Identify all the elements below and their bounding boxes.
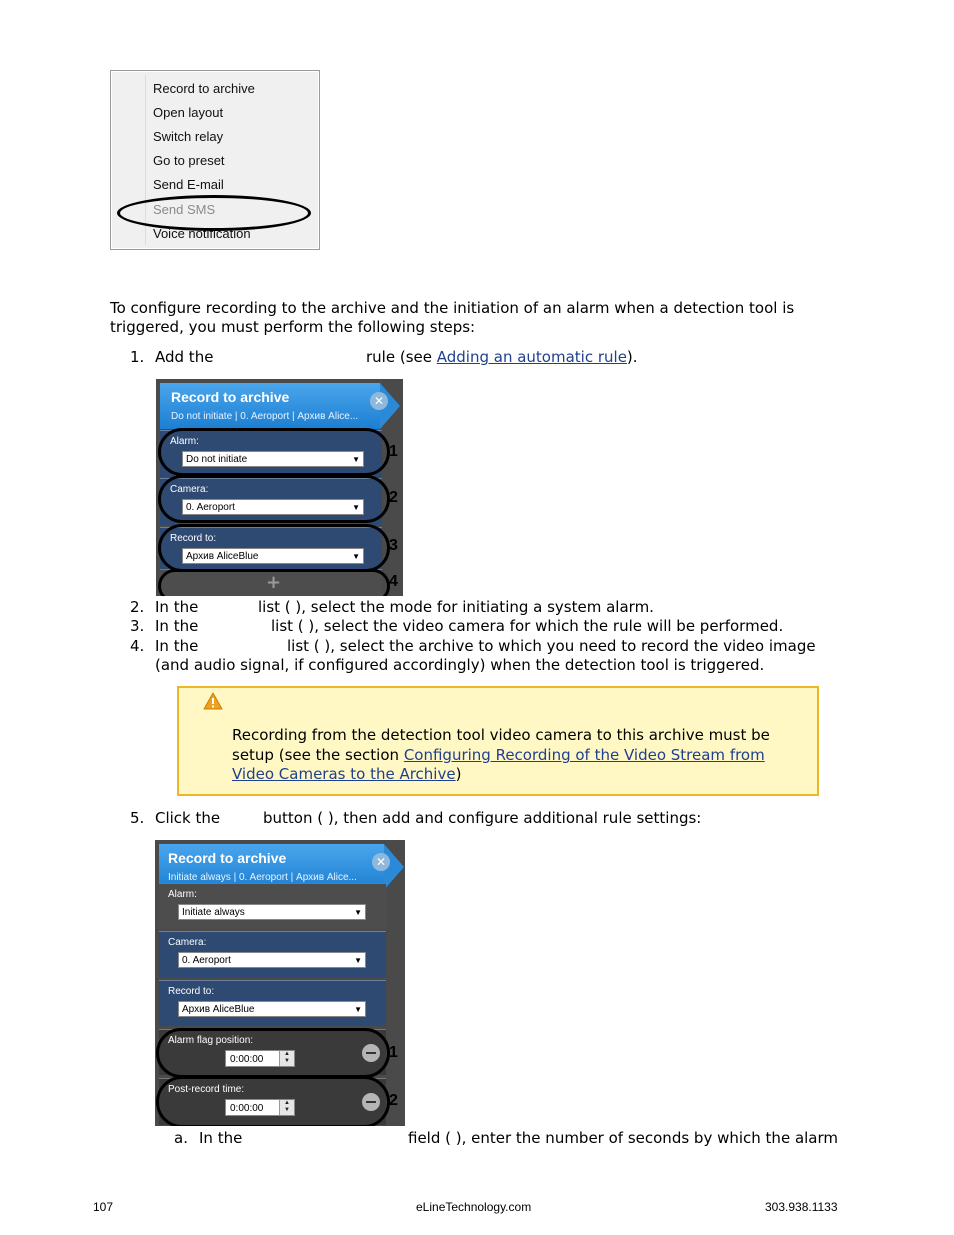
- rule-panel-2: [155, 840, 405, 1126]
- record-to-section: [159, 980, 386, 1026]
- alarm-dropdown[interactable]: [178, 904, 366, 920]
- panel-1-header: [160, 383, 385, 429]
- alarm-value: Initiate always: [182, 907, 245, 918]
- panel-1-title: Record to archive: [171, 389, 290, 405]
- menu-item-send-email[interactable]: Send E-mail: [153, 177, 224, 192]
- step-2-text: list ( ), select the mode for initiating a system alarm.: [258, 598, 654, 616]
- callout-oval-4: [158, 569, 390, 596]
- footer-site: eLineTechnology.com: [416, 1200, 532, 1214]
- menu-item-voice-notification[interactable]: Voice notification: [153, 226, 251, 241]
- rule-panel-1: [156, 379, 403, 596]
- note-line-3: [232, 765, 461, 784]
- alarm-flag-label: Alarm flag position:: [168, 1035, 254, 1046]
- step-5-number: 5.: [130, 809, 145, 827]
- alarm-value: Do not initiate: [186, 454, 248, 465]
- panel-1-subtitle: Do not initiate | 0. Aeroport | Архив Alice...: [171, 411, 359, 422]
- step-1-end: ).: [626, 348, 638, 366]
- step-5-text: button ( ), then add and configure additional rule settings:: [263, 809, 702, 827]
- callout-number-3: 3: [389, 537, 398, 554]
- menu-item-open-layout[interactable]: Open layout: [153, 105, 224, 120]
- record-to-label: Record to:: [168, 986, 215, 997]
- chevron-down-icon: ▼: [352, 552, 360, 561]
- intro-line-1: To configure recording to the archive and the initiation of an alarm when a detection tool is: [110, 299, 795, 317]
- step-1-mid: rule (see: [366, 348, 432, 366]
- callout-oval-3: [158, 524, 390, 572]
- callout-oval-1: [158, 428, 390, 476]
- step-4-prefix: In the: [155, 637, 199, 655]
- callout-number-4: 4: [389, 573, 398, 590]
- callout-number-1: 1: [389, 1044, 398, 1061]
- spin-arrows-icon[interactable]: ▲ ▼: [279, 1100, 294, 1115]
- step-a-prefix: In the: [199, 1129, 243, 1147]
- step-1-text: [366, 348, 638, 367]
- step-4-number: 4.: [130, 637, 145, 655]
- panel-2-title: Record to archive: [168, 850, 287, 866]
- record-to-value: Архив AliceBlue: [186, 551, 259, 562]
- camera-label: Camera:: [170, 484, 209, 495]
- warning-icon: [203, 692, 223, 710]
- note-line-2-prefix: setup (see the section: [232, 746, 400, 764]
- callout-oval-2: [158, 475, 390, 523]
- callout-oval-2: [156, 1076, 390, 1126]
- step-a-number: a.: [174, 1129, 188, 1147]
- menu-item-record-to-archive[interactable]: Record to archive: [153, 81, 255, 96]
- add-icon[interactable]: +: [266, 572, 282, 593]
- step-2-prefix: In the: [155, 598, 199, 616]
- record-to-value: Архив AliceBlue: [182, 1004, 255, 1015]
- warning-note: [177, 686, 819, 796]
- chevron-down-icon: ▼: [352, 455, 360, 464]
- chevron-down-icon: ▼: [354, 956, 362, 965]
- configuring-recording-link[interactable]: Configuring Recording of the Video Stream from: [403, 746, 765, 764]
- adding-rule-link[interactable]: Adding an automatic rule: [436, 348, 627, 366]
- step-3-prefix: In the: [155, 617, 199, 635]
- alarm-label: Alarm:: [170, 436, 199, 447]
- footer-phone: 303.938.1133: [765, 1200, 838, 1214]
- step-1-number: 1.: [130, 348, 145, 366]
- spin-arrows-icon[interactable]: ▲ ▼: [279, 1051, 294, 1066]
- alarm-label: Alarm:: [168, 889, 197, 900]
- camera-label: Camera:: [168, 937, 207, 948]
- camera-value: 0. Aeroport: [182, 955, 231, 966]
- alarm-flag-value: 0:00:00: [230, 1054, 264, 1065]
- callout-number-1: 1: [389, 443, 398, 460]
- post-record-label: Post-record time:: [168, 1084, 245, 1095]
- configuring-recording-link-cont[interactable]: Video Cameras to the Archive: [232, 765, 456, 783]
- step-3-number: 3.: [130, 617, 145, 635]
- callout-number-2: 2: [389, 1092, 398, 1109]
- camera-section: [159, 931, 386, 977]
- step-3-text: list ( ), select the video camera for which the rule will be performed.: [271, 617, 784, 635]
- page-number: 107: [93, 1200, 114, 1214]
- post-record-value: 0:00:00: [230, 1103, 264, 1114]
- callout-number-2: 2: [389, 489, 398, 506]
- note-line-1: Recording from the detection tool video camera to this archive must be: [232, 726, 770, 744]
- highlight-oval: [117, 195, 311, 231]
- context-menu: [110, 70, 320, 250]
- note-line-2: [232, 746, 765, 765]
- step-4-text: list ( ), select the archive to which you need to record the video image: [287, 637, 816, 655]
- step-5-prefix: Click the: [155, 809, 221, 827]
- step-4-line-2: (and audio signal, if configured accordingly) when the detection tool is triggered.: [155, 656, 765, 674]
- note-line-3-end: ): [455, 765, 462, 783]
- step-a-text: field ( ), enter the number of seconds by which the alarm: [408, 1129, 839, 1147]
- alarm-section: [159, 883, 386, 929]
- record-to-label: Record to:: [170, 533, 217, 544]
- menu-item-switch-relay[interactable]: Switch relay: [153, 129, 224, 144]
- menu-item-send-sms: Send SMS: [153, 202, 216, 217]
- close-icon[interactable]: ✕: [372, 853, 390, 871]
- camera-dropdown[interactable]: [178, 952, 366, 968]
- record-to-dropdown[interactable]: [178, 1001, 366, 1017]
- menu-item-go-to-preset[interactable]: Go to preset: [153, 153, 225, 168]
- chevron-down-icon: ▼: [352, 503, 360, 512]
- step-2-number: 2.: [130, 598, 145, 616]
- chevron-down-icon: ▼: [354, 1005, 362, 1014]
- intro-line-2: triggered, you must perform the following steps:: [110, 318, 476, 336]
- panel-2-subtitle: Initiate always | 0. Aeroport | Архив Alice...: [168, 872, 357, 883]
- camera-value: 0. Aeroport: [186, 502, 235, 513]
- callout-oval-1: [156, 1028, 390, 1078]
- chevron-down-icon: ▼: [354, 908, 362, 917]
- step-1-prefix: Add the: [155, 348, 214, 366]
- close-icon[interactable]: ✕: [370, 392, 388, 410]
